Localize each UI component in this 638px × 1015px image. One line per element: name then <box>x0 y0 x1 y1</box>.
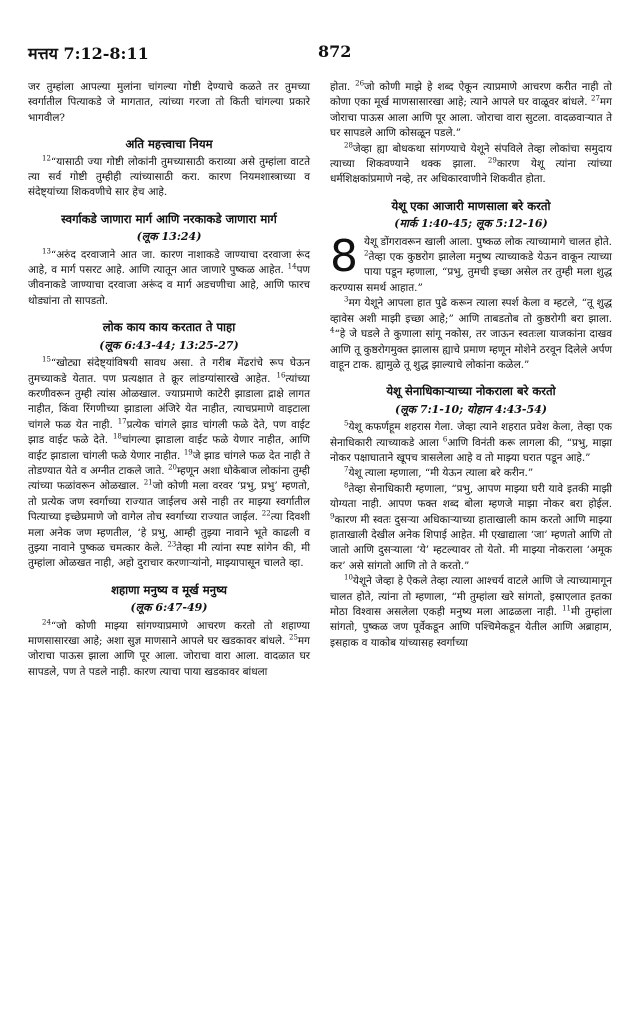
cross-reference: (मार्क 1:40-45; लूक 5:12-16) <box>394 217 548 231</box>
paragraph-v25-cont <box>330 80 612 142</box>
verse-number: 9 <box>330 512 335 521</box>
verse-text: होता. <box>330 81 351 93</box>
paragraph-v10 <box>330 574 612 651</box>
verse-number: 5 <box>344 419 349 428</box>
verse-number: 20 <box>168 463 177 472</box>
page-number: 872 <box>318 42 352 61</box>
paragraph-v5 <box>330 420 612 466</box>
section-heading-golden-rule: अति महत्त्वाचा नियम <box>125 137 213 152</box>
verse-number: 14 <box>287 262 297 271</box>
verse-number: 3 <box>344 295 349 304</box>
verse-number: 2 <box>364 249 369 258</box>
verse-number: 24 <box>42 618 51 627</box>
verse-number: 10 <box>344 573 353 582</box>
verse-number: 13 <box>42 247 51 256</box>
cross-reference: (लूक 6:43-44; 13:25-27) <box>99 338 239 352</box>
verse-text: पण जीवनाकडे जाण्याचा दरवाजा अरूंद व मार्ग अडचणीचा आहे, आणि फारच थोड्यांना तो सापडतो. <box>28 264 310 307</box>
verse-text: जेव्हा ह्या बोधकथा सांगण्याचे येशूने संपविले तेव्हा लोकांचा समुदाय त्याच्या शिकवण्याने थक्क झाला. <box>330 142 612 171</box>
section-heading-fruits: लोक काय काय करतात ते पाहा <box>102 320 236 335</box>
section-heading-centurion: येशू सेनाधिकाऱ्याच्या नोकराला बरे करतो <box>386 384 556 399</box>
section-heading-wise-foolish: शहाणा मनुष्य व मूर्ख मनुष्य <box>111 582 227 597</box>
verse-number: 19 <box>183 448 193 457</box>
left-column <box>28 80 310 680</box>
verse-number: 8 <box>344 481 349 490</box>
cross-reference: (लूक 6:47-49) <box>130 601 208 615</box>
verse-number: 28 <box>344 141 353 150</box>
chapter-number: 8 <box>330 230 358 282</box>
paragraph-intro: जर तुम्हांला आपल्या मुलांना चांगल्या गोष्टी देण्याचे कळते तर तुमच्या स्वर्गातील पित्याकडे जे मागतात, त्यांच्या गरजा तो किती चांगल्या प्रकारे भागवील? <box>28 81 310 124</box>
verse-text: जो कोणी मला वरवर ‘प्रभु, प्रभु’ म्हणतो, तो प्रत्येक जण स्वर्गाच्या राज्यात जाईलच असे नाही तर माझ्या स्वर्गातील पित्याच्या इच्छेप्रमाणे जो वागेल तोच स्वर्गाच्या राज्यात जाईल. <box>28 480 310 524</box>
verse-number: 16 <box>276 371 286 380</box>
verse-number: 4 <box>330 326 335 335</box>
verse-text: तेव्हा सेनाधिकारी म्हणाला, “प्रभु, आपण माझ्या घरी यावे इतकी माझी योग्यता नाही. आपण फक्त शब्द बोला म्हणजे माझा नोकर बरा होईल. <box>330 482 612 511</box>
verse-text: “यासाठी ज्या गोष्टी लोकांनी तुमच्यासाठी कराव्या असे तुम्हांला वाटते त्या सर्व गोष्टी तुम्हीही त्यांच्यासाठी करा. कारण नियमशास्त्राच्या व संदेष्ट्यांच्या शिकवणीचे सार हेच आहे. <box>28 155 310 199</box>
verse-text: मी तुम्हांला सांगतो, पुष्कळ जण पूर्वेकडून आणि पश्चिमेकडून येतील आणि अब्राहाम, इसहाक व याकोब यांच्यासह स्वर्गाच्या <box>330 606 612 649</box>
cross-reference: (लूक 13:24) <box>136 230 202 244</box>
paragraph-v28 <box>330 142 612 188</box>
paragraph-v13 <box>28 248 310 310</box>
verse-text: मग जोराचा पाऊस झाला आणि पूर आला. जोराचा वारा आला. वादळात घर सापडले, पण ते पडले नाही. कारण त्याचा पाया खडकावर बांधला <box>28 635 310 678</box>
paragraph-v15 <box>28 356 310 572</box>
verse-text: कारण येशू त्यांना त्यांच्या धर्मशिक्षकांप्रमाणे नव्हे, तर अधिकारवाणीने शिकवीत होता. <box>330 158 612 186</box>
verse-text: कारण मी स्वतः दुसऱ्या अधिकाऱ्याच्या हाताखाली काम करतो आणि माझ्या हाताखाली देखील अनेक शिपाई आहेत. मी एखाद्याला ‘जा’ म्हणतो आणि तो जातो आणि दुसऱ्याला ‘ये’ म्हटल्यावर तो येतो. मी माझ्या नोकराला ‘अमूक कर’ असे सांगतो आणि तो ते करतो.” <box>330 513 612 572</box>
verse-number: 27 <box>590 94 600 103</box>
verse-text: त्या दिवशी मला अनेक जण म्हणतील, ‘हे प्रभु, आम्ही तुझ्या नावाने भूते काढली व तुझ्या नावाने पुष्कळ चमत्कार केले. <box>28 511 311 554</box>
verse-number: 29 <box>487 156 497 165</box>
section-heading-two-ways: स्वर्गाकडे जाणारा मार्ग आणि नरकाकडे जाणारा मार्ग <box>61 211 277 226</box>
verse-text: येशू त्याला म्हणाला, “मी येऊन त्याला बरे करीन.” <box>348 467 534 480</box>
verse-number: 6 <box>442 435 448 444</box>
verse-number: 22 <box>261 509 271 518</box>
verse-number: 12 <box>42 154 51 163</box>
cross-reference: (लूक 7:1-10; योहान 4:43-54) <box>394 402 548 416</box>
paragraph-v3 <box>330 296 612 373</box>
chapter-reference: मत्तय 7:12-8:11 <box>28 44 149 63</box>
paragraph-v7 <box>330 466 612 481</box>
page-header <box>28 42 610 66</box>
paragraph-v24 <box>28 619 310 681</box>
verse-text: मग जोराचा पाऊस आला आणि पूर आला. जोराचा वारा सुटला. वादळवाऱ्यात ते घर सापडले आणि कोसळून पडले.” <box>330 96 612 140</box>
verse-text: “अरुंद दरवाजाने आत जा. कारण नाशाकडे जाण्याचा दरवाजा रूंद आहे, व मार्ग पसरट आहे. आणि त्यातून आत जाणारे पुष्कळ आहेत. <box>28 248 310 277</box>
paragraph-ch8-v1 <box>330 230 612 297</box>
verse-number: 26 <box>355 79 365 88</box>
verse-text: येशू कफर्णहूम शहरास गेला. जेव्हा त्याने शहरात प्रवेश केला, तेव्हा एक सेनाधिकारी त्याच्याकडे आला <box>330 421 612 449</box>
paragraph-v12 <box>28 155 310 201</box>
verse-number: 18 <box>112 432 122 441</box>
verse-number: 25 <box>289 633 298 642</box>
right-column <box>330 80 612 651</box>
verse-number: 15 <box>42 355 51 364</box>
verse-number: 17 <box>117 417 127 426</box>
verse-number: 7 <box>344 465 349 474</box>
verse-number: 21 <box>143 478 153 487</box>
verse-text: “जो कोणी माझ्या सांगण्याप्रमाणे आचरण करतो तो शहाण्या माणसासारखा आहे; अशा सुज्ञ माणसाने आपले घर खडकावर बांधले. <box>28 619 310 647</box>
verse-text: जे झाड चांगले फळ देत नाही ते तोडण्यात येते व अग्नीत टाकले जाते. <box>28 449 310 477</box>
verse-text: तेव्हा मी त्यांना स्पष्ट सांगेन की, मी तुम्हांला ओळखत नाही, अहो दुराचार करणाऱ्यांनो, माझ्यापासून चालते व्हा. <box>28 541 311 570</box>
verse-text: मग येशूने आपला हात पुढे करून त्याला स्पर्श केला व म्हटले, “तू शुद्ध व्हावेस अशी माझी इच्छा आहे;” आणि ताबडतोब तो कुष्ठरोगी बरा झाला. <box>330 297 612 325</box>
verse-text: त्यांच्या करणीवरून तुम्ही त्यांस ओळखाल. ज्याप्रमाणे काटेरी झाडाला द्राक्षे लागत नाहीत, किंवा रिंगणीच्या झाडाला अंजिरे येत नाहीत, त्याचप्रमाणे वाइटाला चांगले फळ येत नाही. <box>28 372 310 431</box>
verse-text: प्रत्येक चांगले झाड चांगली फळे देते, पण वाईट झाड वाईट फळे देते. <box>28 418 310 447</box>
verse-text: येशूने जेव्हा हे ऐकले तेव्हा त्याला आश्चर्य वाटले आणि जे त्याच्यामागून चालत होते, त्यांना तो म्हणाला, “मी तुम्हांला खरे सांगतो, इस्राएलात इतका मोठा विश्वास असलेला एकही मनुष्य मला आढळला नाही. <box>330 575 612 618</box>
section-heading-leper: येशू एका आजारी माणसाला बरे करतो <box>391 198 551 213</box>
verse-text: “खोट्या संदेष्ट्यांविषयी सावध असा. ते गरीब मेंढरांचे रूप घेऊन तुमच्याकडे येतात. पण प्रत्यक्षात ते क्रूर लांडग्यांसारखे आहेत. <box>28 357 310 385</box>
verse-number: 23 <box>167 540 177 549</box>
verse-text: येशू डोंगरावरून खाली आला. पुष्कळ लोक त्याच्यामागे चालत होते. <box>364 235 612 248</box>
verse-text: जो कोणी माझे हे शब्द ऐकून त्याप्रमाणे आचरण करीत नाही तो कोणा एका मूर्ख माणसासारखा आहे; त्याने आपले घर वाळूवर बांधले. <box>330 81 613 109</box>
verse-text: चांगल्या झाडाला वाईट फळे येणार नाहीत, आणि वाईट झाडाला चांगली फळे येणार नाहीत. <box>28 434 310 462</box>
verse-text: “हे जे घडले ते कुणाला सांगू नकोस, तर जाऊन स्वतःला याजकांना दाखव आणि तू कुष्ठरोगमुक्त झालास ह्याचे प्रमाण म्हणून मोशेने ठरवून दिलेले अर्पण वाहून टाक. ह्यामुळे तू शुद्ध झाल्याचे लोकांना कळेल.” <box>330 328 612 371</box>
verse-text: आणि विनंती करू लागला की, “प्रभु, माझा नोकर पक्षाघाताने खूपच त्रासलेला आहे व तो माझ्या घरात पडून आहे.” <box>330 436 612 464</box>
verse-number: 11 <box>562 604 571 613</box>
verse-text: तेव्हा एक कुष्ठरोग झालेला मनुष्य त्याच्याकडे येऊन वाकून त्याच्या पाया पडून म्हणाला, “प्रभु, तुमची इच्छा असेल तर तुम्ही मला शुद्ध करण्यास समर्थ आहात.” <box>330 251 612 294</box>
verse-text: म्हणून अशा धोकेबाज लोकांना तुम्ही त्यांच्या फळांवरून ओळखाल. <box>28 464 311 493</box>
paragraph-v8 <box>330 482 612 574</box>
